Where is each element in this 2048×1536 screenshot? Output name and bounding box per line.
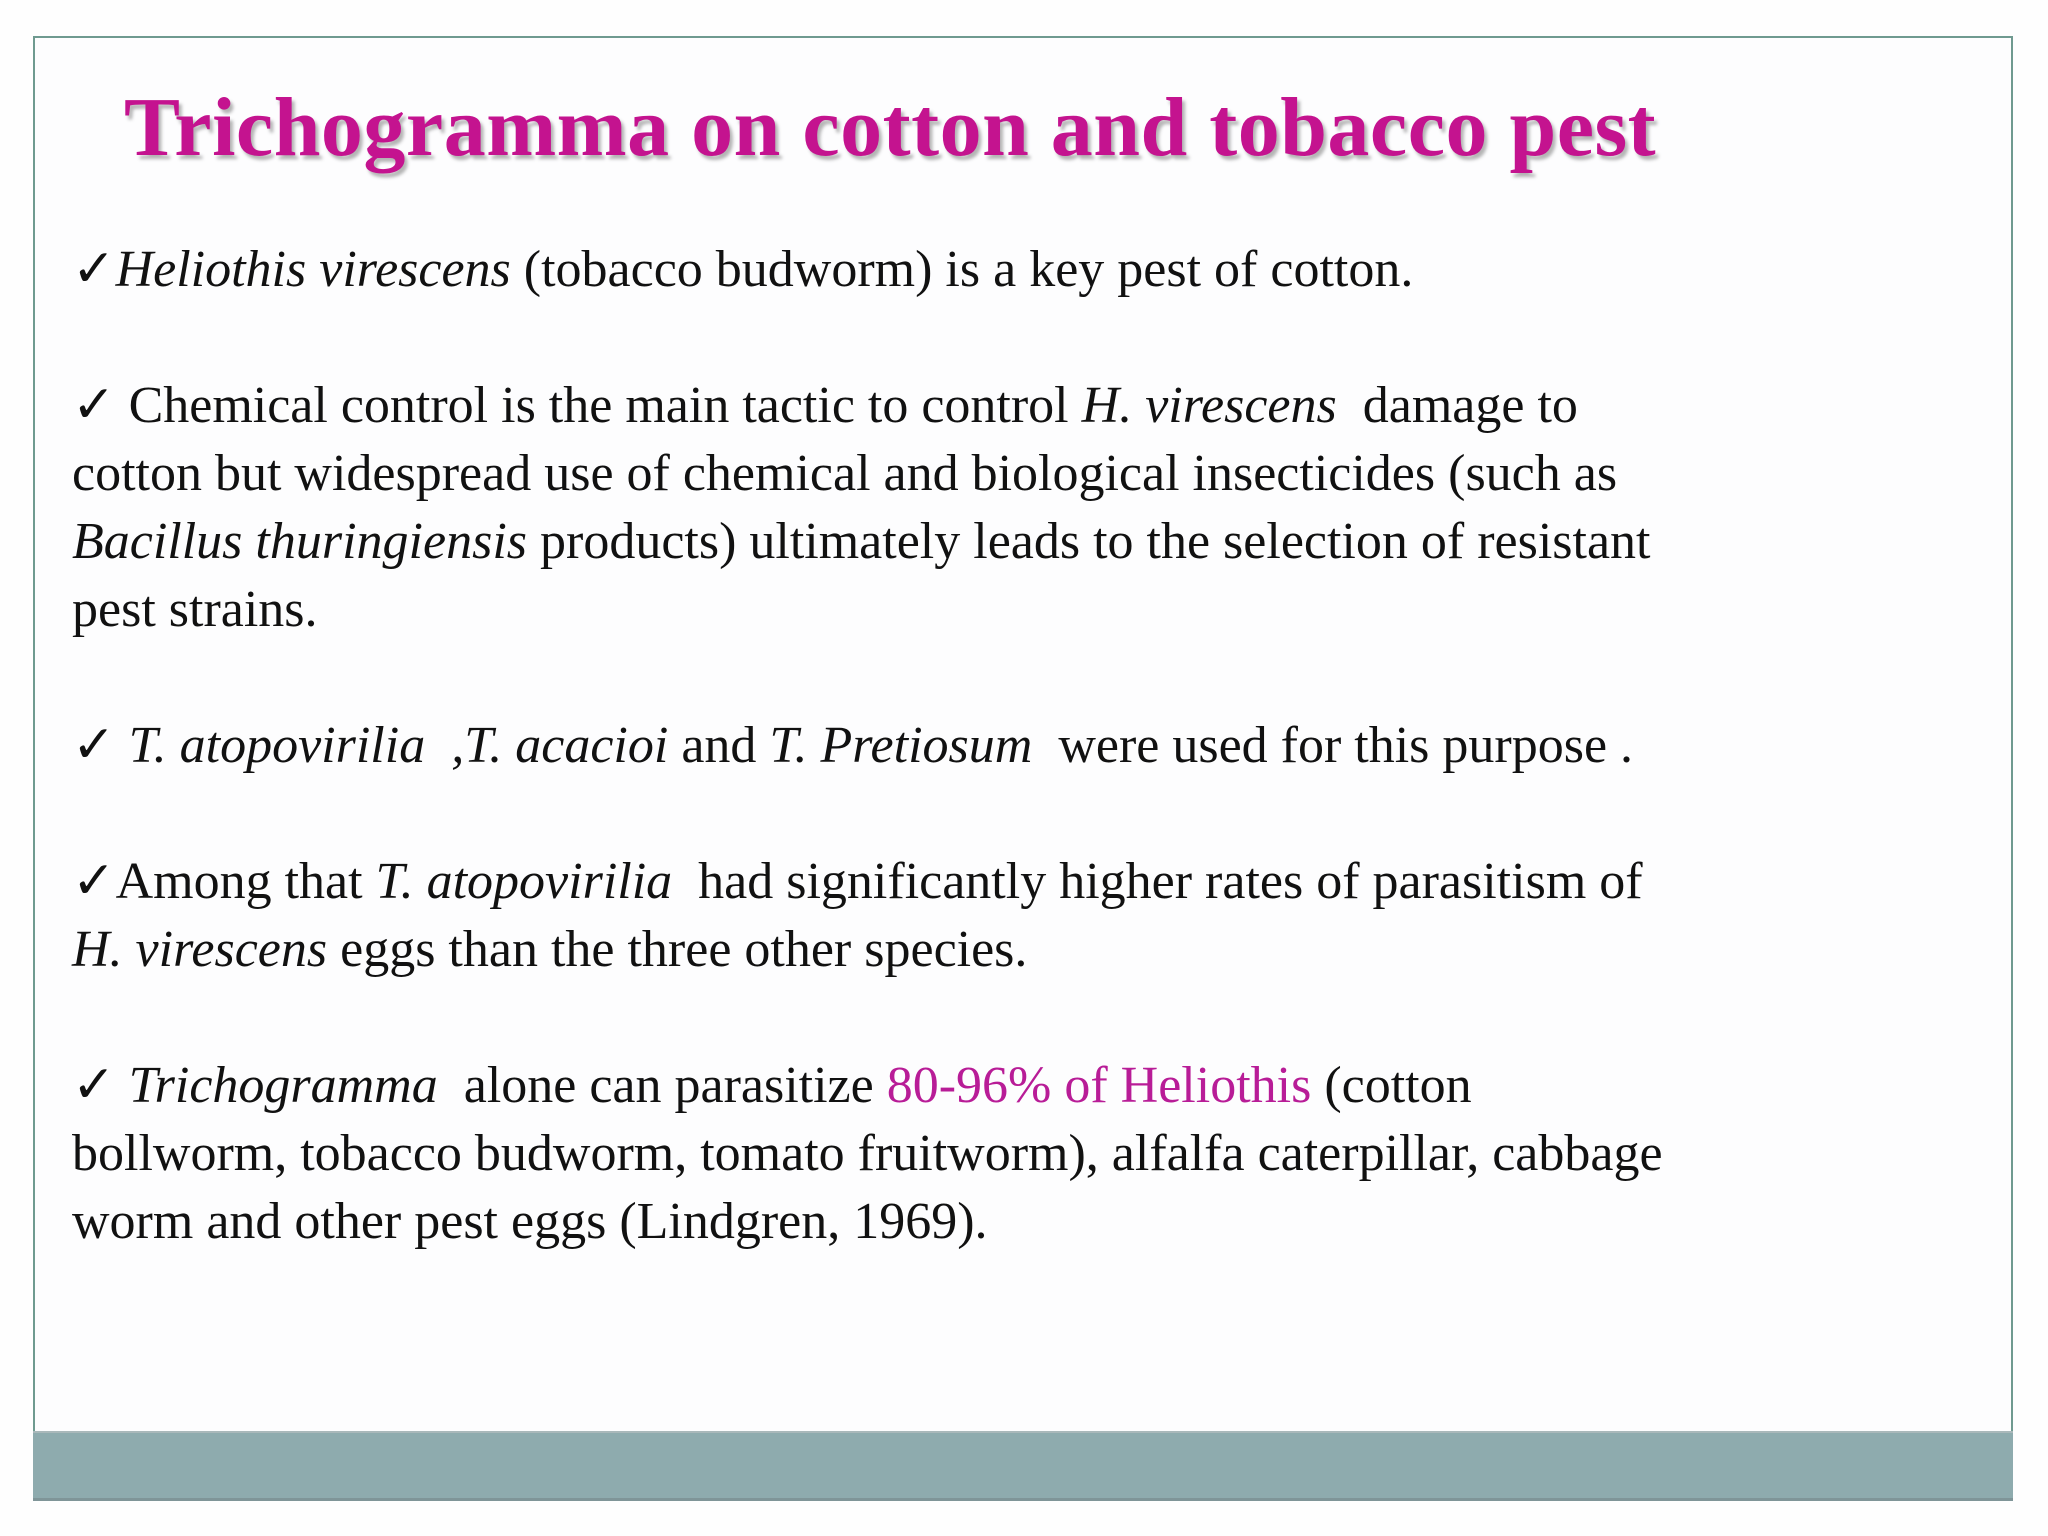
text-segment: pest strains. <box>72 581 318 638</box>
text-segment: (tobacco budworm) is a key pest of cotton. <box>510 241 1414 298</box>
text-segment: worm and other pest eggs (Lindgren, 1969). <box>72 1193 988 1250</box>
blank-line <box>72 984 2012 1052</box>
italic-species-name: T. atopovirilia <box>375 853 673 910</box>
text-segment: eggs than the three other species. <box>327 921 1028 978</box>
text-line <box>72 440 2012 508</box>
text-segment: ✓ <box>72 717 129 774</box>
text-line <box>72 372 2012 440</box>
text-segment: products) ultimately leads to the selection of resistant <box>527 513 1651 570</box>
italic-species-name: T. atopovirilia ,T. acacioi <box>128 717 669 774</box>
blank-line <box>72 304 2012 372</box>
text-segment: and <box>668 717 770 774</box>
blank-line <box>72 780 2012 848</box>
text-line <box>72 712 2012 780</box>
blank-line <box>72 644 2012 712</box>
text-segment: bollworm, tobacco budworm, tomato fruitworm), alfalfa caterpillar, cabbage <box>72 1125 1663 1182</box>
italic-species-name: H. virescens <box>1081 377 1337 434</box>
text-line <box>72 576 2012 644</box>
italic-species-name: H. virescens <box>72 921 328 978</box>
text-line <box>72 1120 2012 1188</box>
footer-band <box>33 1431 2013 1501</box>
italic-species-name: T. Pretiosum <box>769 717 1033 774</box>
text-line <box>72 508 2012 576</box>
text-segment: ✓Among that <box>72 853 376 910</box>
italic-species-name: Bacillus thuringiensis <box>72 513 527 570</box>
text-segment: ✓ <box>72 1057 129 1114</box>
text-segment: ✓ Chemical control is the main tactic to control <box>72 377 1082 434</box>
slide-title: Trichogramma on cotton and tobacco pest <box>124 81 1657 174</box>
text-segment: alone can parasitize <box>437 1057 887 1114</box>
text-segment: were used for this purpose . <box>1032 717 1634 774</box>
highlighted-text: 80-96% of Heliothis <box>886 1057 1312 1114</box>
text-line <box>72 236 2012 304</box>
text-line <box>72 848 2012 916</box>
text-segment: had significantly higher rates of parasitism of <box>672 853 1643 910</box>
text-line <box>72 1188 2012 1256</box>
text-segment: cotton but widespread use of chemical and biological insecticides (such as <box>72 445 1618 502</box>
italic-species-name: Heliothis virescens <box>115 241 511 298</box>
text-segment: damage to <box>1336 377 1578 434</box>
italic-species-name: Trichogramma <box>128 1057 438 1114</box>
text-segment: ✓ <box>72 241 116 298</box>
text-line <box>72 916 2012 984</box>
text-segment: (cotton <box>1311 1057 1472 1114</box>
slide-body <box>72 236 2012 1256</box>
text-line <box>72 1052 2012 1120</box>
